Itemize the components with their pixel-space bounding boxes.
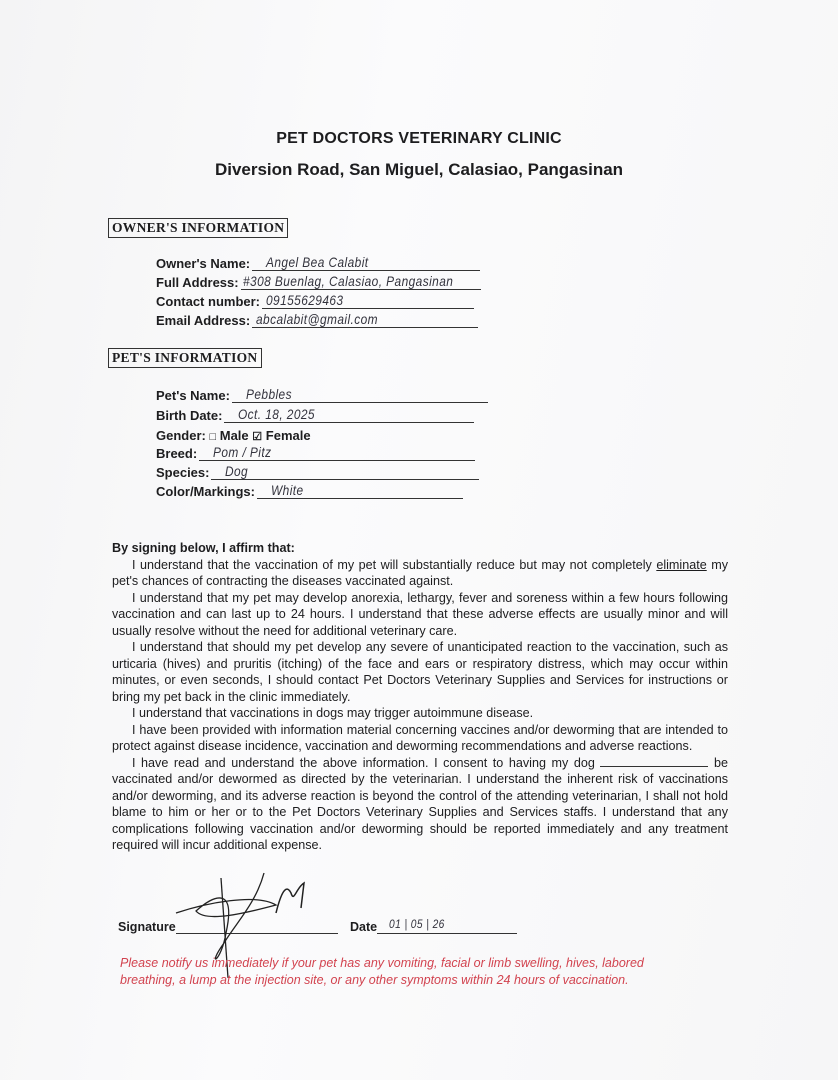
male-checkbox[interactable]: □ [209, 431, 217, 443]
field-label: Gender: [156, 428, 206, 443]
date-field[interactable] [350, 917, 517, 934]
full-address-value: #308 Buenlag, Calasiao, Pangasinan [242, 273, 453, 289]
species-value: Dog [225, 463, 249, 479]
pet-name-field[interactable] [156, 388, 488, 403]
text: my pet's chances of contracting the diseases vaccinated against. [112, 557, 728, 588]
consent-paragraph [112, 755, 728, 854]
field-label: Birth Date: [156, 408, 223, 423]
affirmation-paragraph: I understand that my pet may develop anorexia, lethargy, fever and soreness within a few hours following vaccination and can last up to 24 hours. I understand that these adverse effects are usually minor and will usually resolve without the need for additional veterinary care. [112, 590, 728, 638]
affirmation-paragraph [112, 557, 728, 590]
email-address-field[interactable] [156, 313, 478, 328]
male-label: Male [219, 428, 249, 443]
owner-section-heading: OWNER'S INFORMATION [108, 218, 288, 238]
owner-name-value: Angel Bea Calabit [266, 254, 369, 270]
text: I understand that the vaccination of my pet will substantially reduce but may not completely [132, 557, 657, 572]
breed-value: Pom / Pitz [213, 444, 272, 460]
affirmation-paragraph: I have been provided with information material concerning vaccines and/or deworming that are intended to protect against disease incidence, vaccination and deworming recommendations and adverse reactions. [112, 722, 728, 753]
contact-number-value: 09155629463 [266, 292, 344, 308]
affirmation-paragraph: I understand that should my pet develop any severe of unanticipated reaction to the vaccination, such as urticaria (hives) and pruritis (itching) of the face and ears or respiratory distress, which may occur within minutes, or even seconds, I should contact Pet Doctors Veterinary Supplies and Services for instructions or bring my pet back in the clinic immediately. [112, 640, 728, 704]
female-label: Female [265, 428, 311, 443]
contact-number-field[interactable] [156, 294, 474, 309]
clinic-name: PET DOCTORS VETERINARY CLINIC [276, 130, 562, 147]
color-markings-value: White [270, 482, 304, 498]
underlined-text: eliminate [656, 557, 707, 572]
date-label: Date [350, 920, 378, 934]
affirmation-text [112, 540, 728, 854]
breed-field[interactable] [156, 446, 475, 461]
dog-name-blank[interactable] [600, 756, 708, 767]
full-address-field[interactable] [156, 275, 481, 290]
signature-label: Signature [118, 920, 176, 934]
signature-field[interactable] [118, 920, 338, 934]
field-label: Breed: [156, 446, 198, 461]
birth-date-value: Oct. 18, 2025 [238, 406, 316, 422]
text: be vaccinated and/or dewormed as directed by the veterinarian. I understand the inherent risk of vaccinations and/or deworming, and its adverse reaction is beyond the control of the attending veterinarian, I shall not hold blame to him or her or to the Pet Doctors Veterinary Supplies and Services staffs. I understand that any complications following vaccination and/or deworming should be reported immediately and any treatment required will incur additional expense. [112, 755, 728, 852]
text: I have read and understand the above information. I consent to having my dog [132, 755, 601, 770]
pet-name-value: Pebbles [245, 386, 292, 402]
field-label: Pet's Name: [156, 388, 230, 403]
female-checkbox[interactable]: ☑ [252, 431, 263, 443]
birth-date-field[interactable] [156, 408, 474, 423]
color-markings-field[interactable] [156, 484, 463, 499]
date-value: 01 | 05 | 26 [389, 917, 445, 931]
pet-section-heading: PET'S INFORMATION [108, 348, 262, 368]
field-label: Email Address: [156, 313, 251, 328]
field-label: Color/Markings: [156, 484, 255, 499]
field-label: Species: [156, 465, 210, 480]
clinic-address: Diversion Road, San Miguel, Calasiao, Pangasinan [214, 160, 624, 179]
notice-text: Please notify us immediately if your pet has any vomiting, facial or limb swelling, hives, labored breathing, a lump at the injection site, or any other symptoms within 24 hours of vaccination. [120, 956, 644, 987]
field-label: Contact number: [156, 294, 260, 309]
field-label: Full Address: [156, 275, 239, 290]
gender-field [156, 428, 311, 443]
owner-name-field[interactable] [156, 256, 480, 271]
email-address-value: abcalabit@gmail.com [256, 311, 379, 327]
affirmation-heading: By signing below, I affirm that: [112, 541, 295, 555]
species-field[interactable] [156, 465, 479, 480]
affirmation-paragraph: I understand that vaccinations in dogs may trigger autoimmune disease. [132, 706, 534, 720]
field-label: Owner's Name: [156, 256, 251, 271]
